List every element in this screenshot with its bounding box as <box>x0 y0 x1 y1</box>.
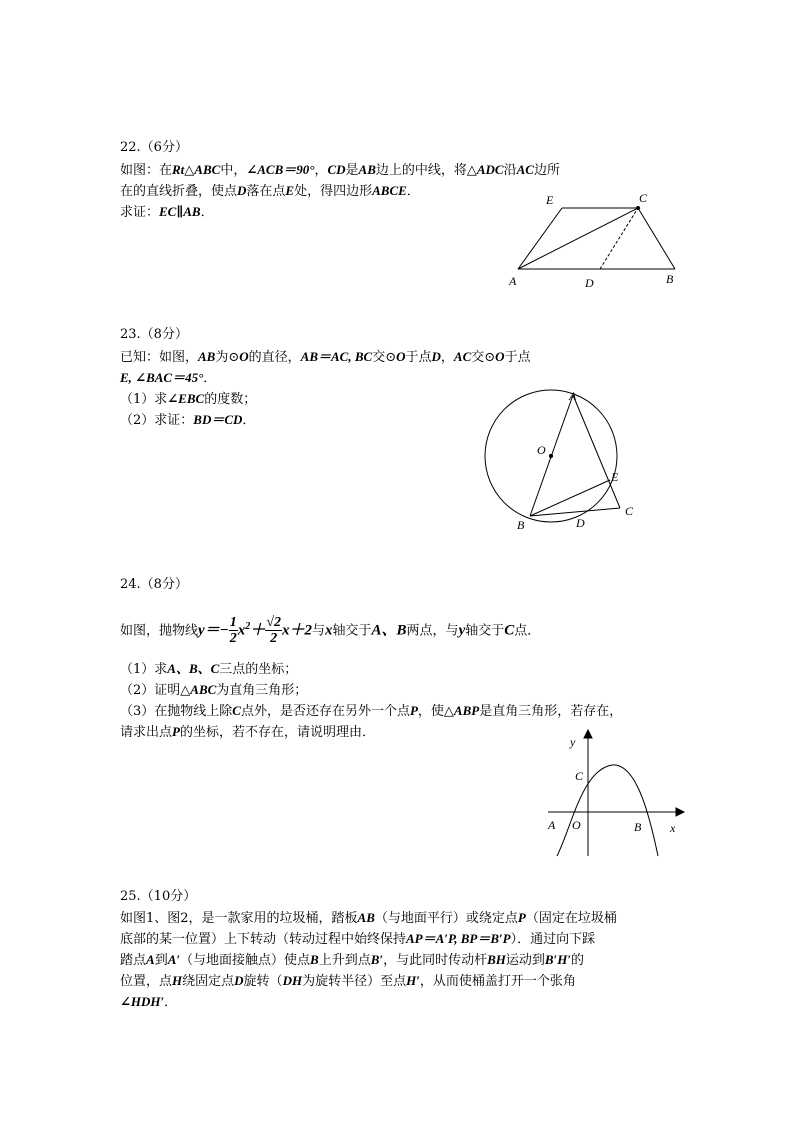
q24-label-x: x <box>670 821 676 835</box>
q22-label-A: A <box>509 274 517 288</box>
q24-label-y: y <box>570 735 576 749</box>
q25-text-line5: ∠HDH′． <box>120 994 178 1010</box>
q25-text-line2: 底部的某一位置）上下转动（转动过程中始终保持AP＝A′P, BP＝B′P）．通过向下踩 <box>120 931 596 947</box>
fraction-one-half: $\frac{1}{2}$ <box>229 615 237 647</box>
q22-trapezoid <box>518 207 675 270</box>
q24-label-C: C <box>575 769 584 783</box>
q24-label-A: A <box>548 818 556 832</box>
q23-label-O: O <box>537 443 546 457</box>
q25-text-line1: 如图1、图2，是一款家用的垃圾桶，踏板AB（与地面平行）或绕定点P（固定在垃圾桶 <box>120 910 617 926</box>
q25-text-line4: 位置，点H绕固定点D旋转（DH为旋转半径）至点H′，从而使桶盖打开一个张角 <box>120 973 576 989</box>
q22-header: 22.（6分） <box>120 140 188 155</box>
q23-figure <box>480 385 650 535</box>
q22-label-E: E <box>546 193 554 207</box>
q22-text-line1: 如图：在Rt△ABC中，∠ACB＝90°，CD是AB边上的中线，将△ADC沿AC边所 <box>120 162 560 178</box>
q24-figure <box>540 730 690 860</box>
q23-label-D: D <box>576 516 585 530</box>
q24-label-O: O <box>572 818 581 832</box>
q22-figure <box>500 185 700 295</box>
q22-label-B: B <box>666 272 674 286</box>
q22-prove-line: 求证：EC∥AB． <box>120 204 214 220</box>
q23-text-line2: E, ∠BAC＝45°． <box>120 370 217 386</box>
q24-label-B: B <box>634 820 642 834</box>
q24-header: 24.（8分） <box>120 577 188 592</box>
q25-text-line3: 踏点A到A′（与地面接触点）使点B上升到点B′，与此同时传动杆BH运动到B′H′的 <box>120 952 585 968</box>
q23-label-E: E <box>611 470 619 484</box>
q23-label-B: B <box>517 518 525 532</box>
q24-part3: （3）在抛物线上除C点外，是否还存在另外一个点P，使△ABP是直角三角形，若存在， <box>120 703 623 719</box>
q23-label-C: C <box>625 504 634 518</box>
q25-header: 25.（10分） <box>120 889 197 904</box>
fraction-root2-over-2: $\frac{√2}{2}$ <box>266 615 281 647</box>
q22-label-D: D <box>585 276 594 290</box>
q24-equation-line: 如图，抛物线y＝− $\frac{1}{2}$ $x^2+$ $\frac{√2}{2}$ x＋2与x轴交于A、B两点，与y轴交于C点． <box>120 615 541 647</box>
q23-label-A: A <box>569 389 577 403</box>
q24-parabola <box>557 765 658 856</box>
q22-label-C: C <box>639 191 648 205</box>
q24-part1: （1）求A、B、C三点的坐标； <box>120 661 298 677</box>
q22-text-line2: 在的直线折叠，使点D落在点E处，得四边形ABCE． <box>120 183 420 199</box>
q23-header: 23.（8分） <box>120 327 188 342</box>
q23-part2: （2）求证：BD＝CD． <box>120 412 256 428</box>
q23-part1: （1）求∠EBC的度数； <box>120 391 257 407</box>
q24-part3-cont: 请求出点P的坐标，若不存在，请说明理由． <box>120 724 375 740</box>
q23-text-line1: 已知：如图，AB为⊙O的直径，AB＝AC, BC交⊙O于点D，AC交⊙O于点 <box>120 349 531 365</box>
q24-part2: （2）证明△ABC为直角三角形； <box>120 682 308 698</box>
